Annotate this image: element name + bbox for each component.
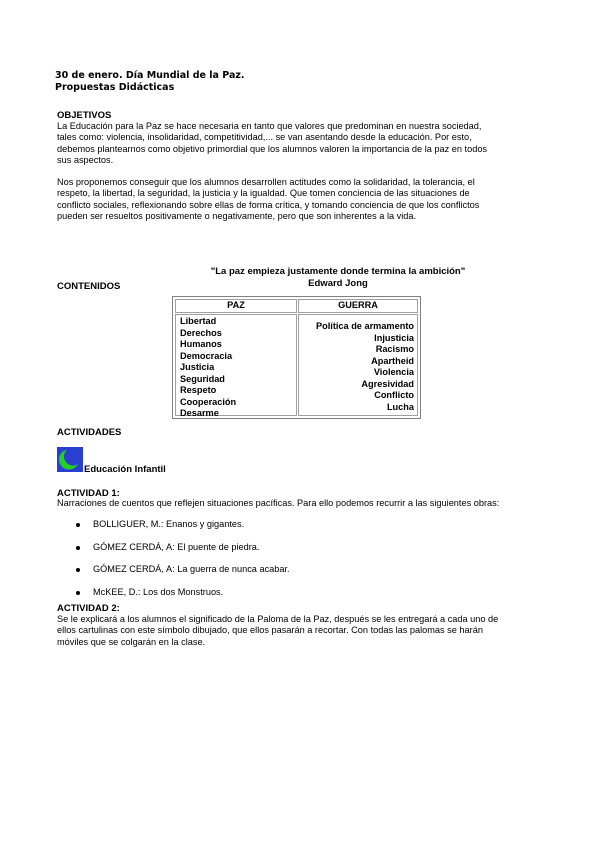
actividades-heading: ACTIVIDADES: [57, 427, 122, 438]
list-item: Humanos: [180, 339, 222, 349]
text-line: ellos cartulinas con este símbolo dibujado, que ellos pasarán a recortar. Con todas las palomas se harán: [57, 625, 483, 636]
list-item: Cooperación: [180, 396, 237, 407]
book-item: McKEE, D.: Los dos Monstruos.: [93, 587, 224, 597]
objetivos-paragraph-2: [57, 177, 543, 222]
list-item: Política de armamento: [315, 321, 414, 331]
actividad-2-heading: ACTIVIDAD 2:: [57, 603, 120, 614]
text-line: pueden ser resueltos positivamente o negativamente, pero que son inherentes a la vida.: [57, 210, 417, 221]
crescent-moon-icon: [57, 447, 83, 472]
text-line: conflicto sociales, reflexionando sobre ellas de forma crítica, y tomando conciencia de que los conflictos: [57, 199, 480, 210]
list-item: Respeto: [180, 385, 217, 395]
list-item: Seguridad: [180, 373, 225, 384]
book-item: GÓMEZ CERDÁ, A: El puente de piedra.: [93, 542, 260, 552]
list-item: Racismo: [375, 344, 414, 354]
quote-text: "La paz empieza justamente donde termina la ambición": [210, 266, 466, 277]
contenidos-table: [172, 296, 421, 419]
objetivos-heading: OBJETIVOS: [57, 110, 112, 121]
text-line: tales como: violencia, insolidaridad, competitividad,... se van asentando desde la educación. Por esto,: [57, 132, 472, 143]
guerra-list: [298, 314, 418, 416]
bullet-icon: [76, 523, 80, 527]
bullet-icon: [76, 591, 80, 595]
text-line: respeto, la libertad, la seguridad, la justicia y la igualdad. Que tomen conciencia de las situaciones de: [57, 188, 470, 199]
list-item: Democracia: [180, 350, 233, 361]
actividad-1-heading: ACTIVIDAD 1:: [57, 488, 120, 499]
objetivos-paragraph-1: [57, 121, 543, 166]
list-item: Conflicto: [374, 390, 414, 400]
list-item: Derechos: [180, 327, 222, 338]
text-line: móviles que se colgarán en la clase.: [57, 636, 206, 647]
text-line: Se le explicará a los alumnos el significado de la Paloma de la Paz, después se les entregará a cada uno de: [57, 614, 499, 624]
list-item: Lucha: [386, 401, 414, 412]
list-item: Agresividad: [361, 378, 414, 389]
text-line: sus aspectos.: [57, 154, 114, 165]
paz-list: [175, 314, 297, 416]
list-item: Libertad: [180, 316, 217, 326]
table-header-paz: PAZ: [175, 299, 297, 313]
list-item: Violencia: [373, 367, 414, 377]
text-line: Nos proponemos conseguir que los alumnos desarrollen actitudes como la solidaridad, la tolerancia, el: [57, 177, 475, 187]
actividad-1-text: Narraciones de cuentos que reflejen situaciones pacíficas. Para ello podemos recurrir a las siguientes obras:: [57, 498, 500, 508]
list-item: Justicia: [180, 362, 215, 372]
actividad-2-text: [57, 614, 557, 648]
list-item: Apartheid: [371, 355, 414, 366]
document-title: 30 de enero. Día Mundial de la Paz.: [55, 70, 245, 81]
text-line: debemos plantearnos como objetivo primordial que los alumnos valoren la importancia de la paz en todos: [57, 143, 488, 154]
table-header-guerra: GUERRA: [298, 299, 418, 313]
list-item: Injusticia: [374, 332, 414, 343]
contenidos-heading: CONTENIDOS: [57, 281, 121, 292]
book-item: BOLLIGUER, M.: Enanos y gigantes.: [93, 519, 245, 529]
document-subtitle: Propuestas Didácticas: [55, 82, 175, 93]
text-line: La Educación para la Paz se hace necesaria en tanto que valores que predominan en nuestra sociedad,: [57, 121, 482, 131]
quote: [188, 266, 488, 289]
bullet-icon: [76, 546, 80, 550]
book-item: GÓMEZ CERDÁ, A: La guerra de nunca acabar.: [93, 564, 290, 574]
list-item: Desarme: [180, 408, 219, 418]
bullet-icon: [76, 568, 80, 572]
education-level-label: Educación Infantil: [84, 464, 166, 475]
quote-author: Edward Jong: [308, 277, 368, 289]
